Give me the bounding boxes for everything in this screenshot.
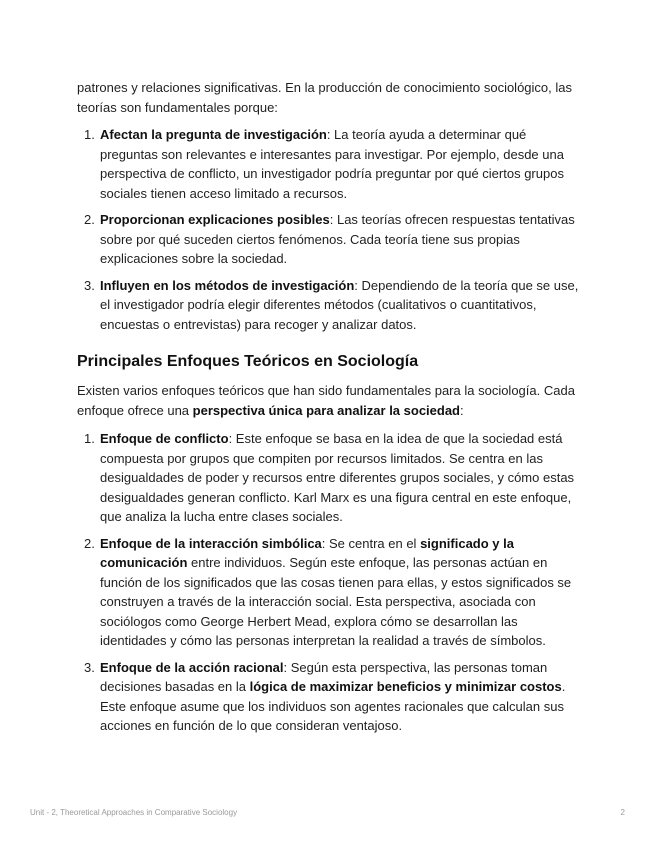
list-item-body: : Según esta perspectiva, las personas toman decisiones basadas en la xyxy=(100,659,548,694)
approaches-list xyxy=(77,429,580,736)
section-heading: Principales Enfoques Teóricos en Sociología xyxy=(77,353,419,370)
list-item-emphasis: lógica de maximizar beneficios y minimizar costos xyxy=(249,679,562,694)
list-number: 3. xyxy=(84,659,95,675)
list-item-body: : Se centra en el xyxy=(321,535,421,551)
section-intro-emphasis: perspectiva única para analizar la sociedad xyxy=(192,402,461,418)
document-page xyxy=(77,78,580,743)
list-item-title: Proporcionan explicaciones posibles xyxy=(100,212,330,227)
list-item-body: : Dependiendo de la teoría que se use, el investigador podría elegir diferentes métodos (cualitativos o cuantitativos, encuestas o entrevistas) para recoger y analizar datos. xyxy=(100,277,579,332)
list-item xyxy=(77,429,580,527)
list-item-body-end: entre individuos. Según este enfoque, las personas actúan en función de los significados que las cosas tienen para ellas, y estos significados se construyen a través de la interacción social. Esta perspectiva, asociada con sociólogos como George Herbert Mead, explora cómo se desarrollan las identidades y cómo las personas interpretan la realidad a través de símbolos. xyxy=(100,555,572,648)
list-item-body: : Este enfoque se basa en la idea de que la sociedad está compuesta por grupos que compiten por recursos limitados. Se centra en las desigualdades de poder y recursos entre diferentes grupos sociales, y cómo estas desigualdades generan conflicto. Karl Marx es una figura central en este enfoque, que analiza la lucha entre clases sociales. xyxy=(100,431,575,524)
list-number: 2. xyxy=(84,212,95,227)
section-intro-text: Existen varios enfoques teóricos que han sido fundamentales para la sociología. Cada enfoque ofrece una xyxy=(77,383,575,418)
page-footer xyxy=(30,808,625,817)
intro-paragraph: patrones y relaciones significativas. En la producción de conocimiento sociológico, las teorías son fundamentales porque: xyxy=(77,80,572,115)
footer-unit-title: Unit - 2, Theoretical Approaches in Comparative Sociology xyxy=(30,808,238,817)
page-number: 2 xyxy=(620,808,625,817)
list-item-body-end: . Este enfoque asume que los individuos son agentes racionales que calculan sus acciones en función de lo que consideran ventajoso. xyxy=(100,679,566,733)
list-item xyxy=(77,534,580,651)
list-item-body: : Las teorías ofrecen respuestas tentativas sobre por qué suceden ciertos fenómenos. Cada teoría tiene sus propias explicaciones sobre la sociedad. xyxy=(100,212,575,266)
section-intro-end: : xyxy=(460,402,464,418)
list-item-body: : La teoría ayuda a determinar qué preguntas son relevantes e interesantes para investigar. Por ejemplo, desde una perspectiva de conflicto, un investigador podría preguntar por qué ciertos grupos sociales tienen acceso limitado a recursos. xyxy=(100,127,564,201)
list-number: 2. xyxy=(84,535,95,551)
list-number: 1. xyxy=(84,431,95,446)
list-item-title: Enfoque de conflicto xyxy=(100,431,229,446)
list-item-title: Influyen en los métodos de investigación xyxy=(100,277,355,293)
list-item-title: Enfoque de la interacción simbólica xyxy=(100,535,322,551)
list-item xyxy=(77,125,580,203)
list-item xyxy=(77,210,580,269)
list-item-title: Enfoque de la acción racional xyxy=(100,659,284,675)
section-intro-paragraph xyxy=(77,381,580,420)
list-item-emphasis: significado y la comunicación xyxy=(100,535,514,570)
list-item xyxy=(77,658,580,736)
list-number: 3. xyxy=(84,277,95,293)
theory-importance-list xyxy=(77,125,580,334)
list-number: 1. xyxy=(84,127,95,142)
list-item xyxy=(77,276,580,335)
list-item-title: Afectan la pregunta de investigación xyxy=(100,127,327,142)
